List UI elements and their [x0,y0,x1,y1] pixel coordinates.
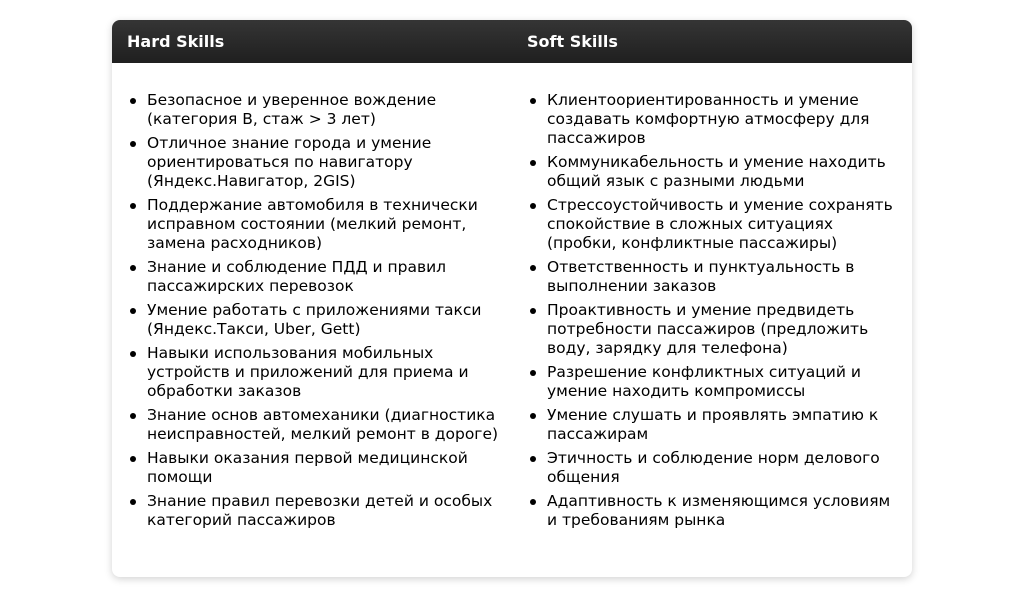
list-item: Адаптивность к изменяющимся условиям и требованиям рынка [527,492,900,530]
list-item: Этичность и соблюдение норм делового общения [527,449,900,487]
list-item: Знание основ автомеханики (диагностика неисправностей, мелкий ремонт в дороге) [127,406,500,444]
list-item: Знание и соблюдение ПДД и правил пассажирских перевозок [127,258,500,296]
skills-table [112,20,912,577]
table-header [112,20,912,63]
list-item: Поддержание автомобиля в технически исправном состоянии (мелкий ремонт, замена расходников) [127,196,500,253]
soft-skills-header: Soft Skills [527,32,618,51]
list-item: Разрешение конфликтных ситуаций и умение находить компромиссы [527,363,900,401]
soft-skills-list [527,91,900,530]
hard-skills-header: Hard Skills [127,32,225,51]
list-item: Клиентоориентированность и умение создавать комфортную атмосферу для пассажиров [527,91,900,148]
list-item: Проактивность и умение предвидеть потребности пассажиров (предложить воду, зарядку для телефона) [527,301,900,358]
list-item: Знание правил перевозки детей и особых категорий пассажиров [127,492,500,530]
hard-skills-column [112,91,512,535]
soft-skills-column [512,91,912,535]
table-body [112,63,912,535]
list-item: Навыки использования мобильных устройств и приложений для приема и обработки заказов [127,344,500,401]
list-item: Безопасное и уверенное вождение (категория B, стаж > 3 лет) [127,91,500,129]
hard-skills-list [127,91,500,530]
list-item: Навыки оказания первой медицинской помощи [127,449,500,487]
list-item: Коммуникабельность и умение находить общий язык с разными людьми [527,153,900,191]
list-item: Ответственность и пунктуальность в выполнении заказов [527,258,900,296]
list-item: Умение работать с приложениями такси (Яндекс.Такси, Uber, Gett) [127,301,500,339]
list-item: Стрессоустойчивость и умение сохранять спокойствие в сложных ситуациях (пробки, конфликтные пассажиры) [527,196,900,253]
list-item: Умение слушать и проявлять эмпатию к пассажирам [527,406,900,444]
list-item: Отличное знание города и умение ориентироваться по навигатору (Яндекс.Навигатор, 2GIS) [127,134,500,191]
